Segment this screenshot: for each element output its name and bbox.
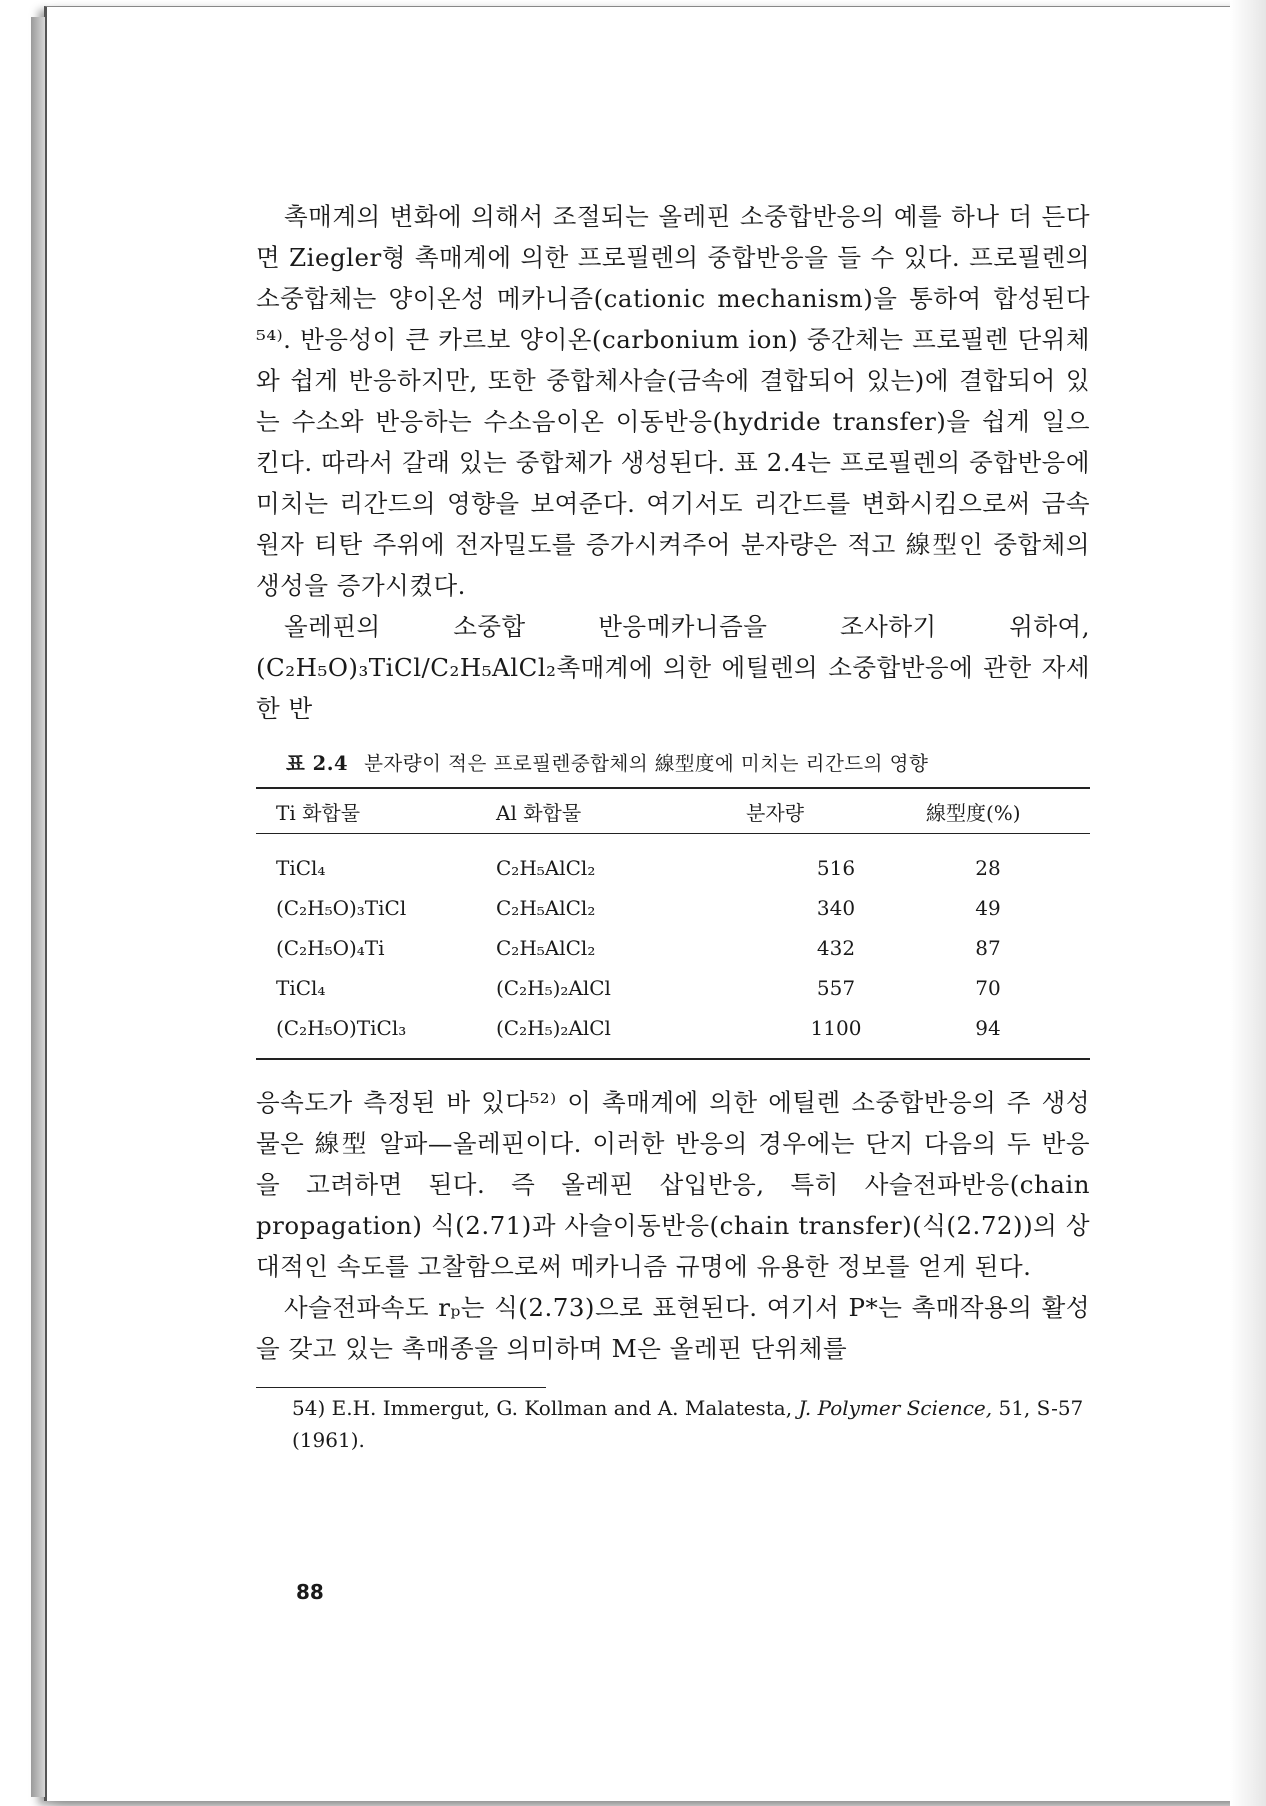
cell-linearity: 94 (975, 1016, 1001, 1040)
cell-ti: (C₂H₅O)₃TiCl (276, 896, 407, 920)
page-edge-shadow (1230, 0, 1266, 1806)
cell-al: C₂H₅AlCl₂ (496, 896, 596, 920)
table-row (256, 928, 1090, 968)
header-al-compound: Al 화합물 (496, 800, 582, 825)
cell-al: C₂H₅AlCl₂ (496, 936, 596, 960)
cell-ti: TiCl₄ (276, 856, 326, 880)
cell-mw: 432 (816, 936, 856, 960)
cell-mw: 1100 (810, 1016, 862, 1040)
cell-linearity: 28 (975, 856, 1001, 880)
page-content (256, 196, 1090, 1456)
paragraph-4-text: 사슬전파속도 rₚ는 식(2.73)으로 표현된다. 여기서 P*는 촉매작용의 활성을 갖고 있는 촉매종을 의미하며 M은 올레핀 단위체를 (256, 1293, 1090, 1363)
cell-mw: 516 (816, 856, 856, 880)
table-row (256, 888, 1090, 928)
table-number: 표 2.4 (286, 752, 349, 775)
cell-mw: 340 (816, 896, 856, 920)
header-ti-compound: Ti 화합물 (276, 800, 361, 825)
paragraph-4 (256, 1287, 1090, 1369)
footnote-ref: 51, S-57 (1961). (292, 1396, 1084, 1452)
cell-ti: (C₂H₅O)TiCl₃ (276, 1016, 407, 1040)
footnote-label: 54) (292, 1396, 326, 1420)
table-row (256, 834, 1090, 888)
footnote-rule (256, 1387, 546, 1388)
header-linearity: 線型度(%) (926, 800, 1021, 825)
cell-mw: 557 (816, 976, 856, 1000)
cell-linearity: 70 (975, 976, 1001, 1000)
paragraph-3 (256, 1082, 1090, 1287)
table-row (256, 968, 1090, 1008)
table-2-4 (256, 749, 1090, 1060)
table-caption (286, 749, 1090, 779)
cell-ti: (C₂H₅O)₄Ti (276, 936, 385, 960)
table-bottom-rule (256, 1058, 1090, 1060)
cell-al: (C₂H₅)₂AlCl (496, 1016, 611, 1040)
page-number: 88 (296, 1580, 324, 1604)
paragraph-2-text: 올레핀의 소중합 반응메카니즘을 조사하기 위하여, (C₂H₅O)₃TiCl/C₂H₅AlCl₂촉매계에 의한 에틸렌의 소중합반응에 관한 자세한 반 (256, 612, 1090, 723)
footnote-authors: E.H. Immergut, G. Kollman and A. Malatesta, (331, 1396, 793, 1420)
paragraph-1 (256, 196, 1090, 606)
cell-linearity: 87 (975, 936, 1001, 960)
footnote-54 (292, 1392, 1090, 1456)
ligand-effect-table (256, 789, 1090, 833)
footnote-journal: J. Polymer Science, (798, 1396, 993, 1420)
paragraph-3-text: 응속도가 측정된 바 있다⁵²⁾ 이 촉매계에 의한 에틸렌 소중합반응의 주 생성물은 線型 알파—올레핀이다. 이러한 반응의 경우에는 단지 다음의 두 반응을 고려하면 된다. 즉 올레핀 삽입반응, 특히 사슬전파반응(chain propagation) 식(2.71)과 사슬이동반응(chain transfer)(식(2.72))의 상대적인 속도를 고찰함으로써 메카니즘 규명에 유용한 정보를 얻게 된다. (256, 1088, 1090, 1281)
ligand-effect-table-body (256, 834, 1090, 1048)
cell-al: C₂H₅AlCl₂ (496, 856, 596, 880)
paragraph-1-text: 촉매계의 변화에 의해서 조절되는 올레핀 소중합반응의 예를 하나 더 든다면 Ziegler형 촉매계에 의한 프로필렌의 중합반응을 들 수 있다. 프로필렌의 소중합체는 양이온성 메카니즘(cationic mechanism)을 통하여 합성된다⁵⁴⁾. 반응성이 큰 카르보 양이온(carbonium ion) 중간체는 프로필렌 단위체와 쉽게 반응하지만, 또한 중합체사슬(금속에 결합되어 있는)에 결합되어 있는 수소와 반응하는 수소음이온 이동반응(hydride transfer)을 쉽게 일으킨다. 따라서 갈래 있는 중합체가 생성된다. 표 2.4는 프로필렌의 중합반응에 미치는 리간드의 영향을 보여준다. 여기서도 리간드를 변화시킴으로써 금속원자 티탄 주위에 전자밀도를 증가시켜주어 분자량은 적고 線型인 중합체의 생성을 증가시켰다. (256, 202, 1090, 600)
table-title: 분자량이 적은 프로필렌중합체의 線型度에 미치는 리간드의 영향 (364, 752, 929, 775)
table-row (256, 1008, 1090, 1048)
paragraph-2 (256, 606, 1090, 729)
header-molecular-weight: 분자량 (746, 800, 804, 825)
cell-al: (C₂H₅)₂AlCl (496, 976, 611, 1000)
table-header-row (256, 789, 1090, 833)
cell-linearity: 49 (975, 896, 1001, 920)
cell-ti: TiCl₄ (276, 976, 326, 1000)
